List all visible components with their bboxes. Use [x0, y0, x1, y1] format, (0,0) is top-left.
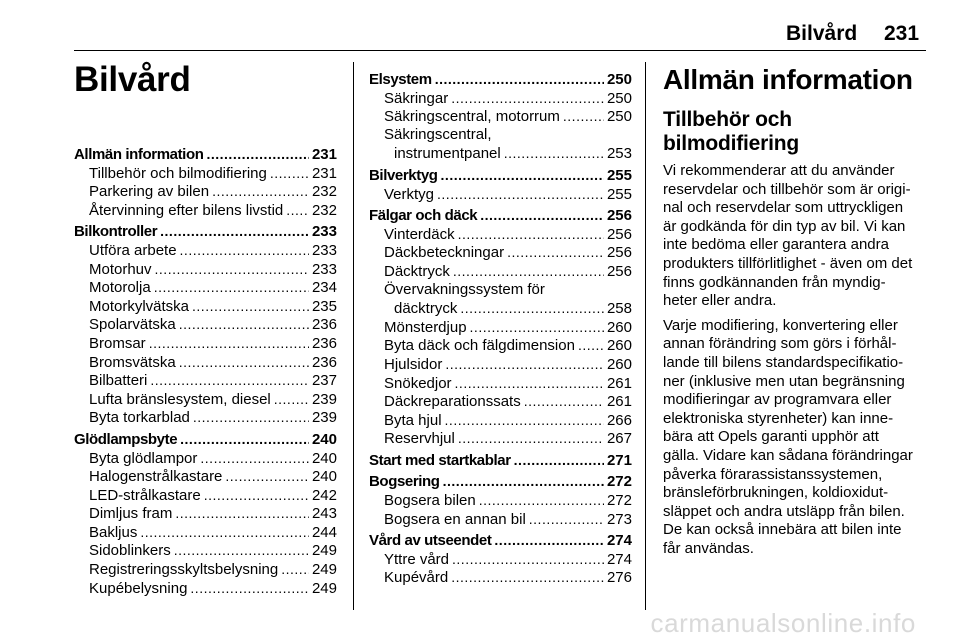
- toc-section-entry[interactable]: [369, 166, 632, 185]
- toc-leader-dots: [174, 541, 309, 561]
- toc-entry-label: Vård av utseendet: [369, 532, 492, 550]
- toc-leader-dots: [286, 201, 309, 221]
- toc-entry-label: Kupévård: [384, 569, 449, 587]
- toc-entry-label: Byta hjul: [384, 411, 442, 429]
- toc-section-entry[interactable]: [74, 430, 337, 449]
- toc-page-number: 240: [311, 449, 337, 467]
- toc-leader-dots: [154, 278, 309, 298]
- toc-leader-dots: [190, 579, 309, 599]
- toc-entry[interactable]: [74, 164, 337, 183]
- toc-entry[interactable]: [369, 429, 632, 448]
- toc-entry-label: Byta däck och fälgdimension: [384, 337, 575, 355]
- toc-leader-dots: [274, 390, 309, 410]
- toc-entry-label: Snökedjor: [384, 374, 452, 392]
- toc-entry[interactable]: [369, 550, 632, 569]
- toc-page-number: 240: [311, 430, 337, 448]
- toc-entry-label: Fälgar och däck: [369, 207, 478, 225]
- column-divider-1: [353, 62, 354, 610]
- toc-leader-dots: [458, 429, 604, 449]
- toc-entry-label: däcktryck: [394, 300, 458, 318]
- running-header-title: Bilvård: [786, 22, 858, 45]
- toc-leader-dots: [514, 451, 604, 471]
- toc-entry-label: Hjulsidor: [384, 355, 443, 373]
- toc-leader-dots: [150, 371, 309, 391]
- toc-leader-dots: [206, 145, 308, 165]
- toc-leader-dots: [445, 355, 604, 375]
- toc-entry-label: Säkringscentral,: [384, 125, 492, 143]
- toc-leader-dots: [460, 299, 604, 319]
- toc-leader-dots: [480, 206, 604, 226]
- toc-leader-dots: [452, 550, 604, 570]
- toc-entry[interactable]: [369, 243, 632, 262]
- toc-entry[interactable]: [74, 278, 337, 297]
- toc-page-number: 272: [606, 492, 632, 510]
- paragraph-line: gälla. Vidare kan sådana förändringar: [663, 446, 913, 464]
- toc-entry-label: Övervakningssystem för: [384, 280, 545, 298]
- toc-section-entry[interactable]: [369, 206, 632, 225]
- paragraph-line: bära att Opels garanti upphör att: [663, 428, 879, 446]
- toc-leader-dots: [451, 89, 604, 109]
- toc-leader-dots: [175, 504, 309, 524]
- toc-page-number: 249: [311, 561, 337, 579]
- toc-entry[interactable]: [369, 411, 632, 430]
- toc-leader-dots: [180, 430, 309, 450]
- toc-leader-dots: [270, 164, 309, 184]
- toc-entry[interactable]: [74, 260, 337, 279]
- toc-page-number: 261: [606, 374, 632, 392]
- toc-entry-label: Byta torkarblad: [89, 409, 190, 427]
- toc-entry[interactable]: [369, 568, 632, 587]
- toc-entry-label: Bilverktyg: [369, 166, 438, 184]
- paragraph-line: elektroniska styrenheter) kan inne-: [663, 409, 894, 427]
- toc-entry-label: Bakljus: [89, 523, 138, 541]
- toc-entry-label: Bogsera bilen: [384, 492, 476, 510]
- toc-entry[interactable]: [369, 185, 632, 204]
- toc-entry[interactable]: [74, 560, 337, 579]
- toc-entry[interactable]: [74, 201, 337, 220]
- toc-leader-dots: [281, 560, 309, 580]
- toc-entry[interactable]: [74, 334, 337, 353]
- toc-page-number: 255: [606, 185, 632, 203]
- toc-page-number: 258: [606, 300, 632, 318]
- toc-page-number: 273: [606, 510, 632, 528]
- toc-page-number: 250: [606, 108, 632, 126]
- toc-page-number: 250: [606, 71, 632, 88]
- toc-entry-label: Utföra arbete: [89, 241, 177, 259]
- toc-entry[interactable]: [369, 89, 632, 108]
- toc-entry[interactable]: [369, 144, 632, 163]
- toc-page-number: 253: [606, 145, 632, 163]
- toc-entry-label: Lufta bränslesystem, diesel: [89, 390, 271, 408]
- toc-page-number: 260: [606, 318, 632, 336]
- toc-column-2: [369, 70, 632, 587]
- toc-page-number: 271: [606, 451, 632, 469]
- toc-page-number: 237: [311, 372, 337, 390]
- toc-leader-dots: [453, 262, 604, 282]
- toc-page-number: 256: [606, 244, 632, 262]
- toc-leader-dots: [524, 392, 604, 412]
- toc-leader-dots: [451, 568, 604, 588]
- toc-entry-label: Allmän information: [74, 146, 204, 163]
- toc-entry-label: Säkringscentral, motorrum: [384, 108, 560, 126]
- toc-leader-dots: [149, 334, 309, 354]
- toc-leader-dots: [179, 353, 309, 373]
- toc-leader-dots: [192, 297, 309, 317]
- toc-entry-label: Glödlampsbyte: [74, 430, 178, 448]
- toc-page-number: 276: [606, 569, 632, 587]
- toc-entry-label: Vinterdäck: [384, 225, 455, 243]
- toc-entry-label: Kupébelysning: [89, 579, 188, 597]
- toc-section-entry[interactable]: [74, 222, 337, 241]
- toc-page-number: 266: [606, 411, 632, 429]
- toc-entry-label: Återvinning efter bilens livstid: [89, 201, 284, 219]
- toc-page-number: 236: [311, 316, 337, 334]
- toc-entry-label: Säkringar: [384, 89, 449, 107]
- toc-page-number: 249: [311, 579, 337, 597]
- toc-leader-dots: [494, 531, 604, 551]
- toc-leader-dots: [180, 241, 309, 261]
- toc-leader-dots: [455, 374, 604, 394]
- toc-entry[interactable]: [74, 371, 337, 390]
- toc-page-number: 232: [311, 183, 337, 201]
- toc-entry-label: Spolarvätska: [89, 316, 176, 334]
- toc-entry-label: Bromsar: [89, 334, 146, 352]
- toc-entry[interactable]: [369, 281, 632, 300]
- toc-entry[interactable]: [369, 374, 632, 393]
- toc-entry-label: Dimljus fram: [89, 505, 173, 523]
- toc-page-number: 243: [311, 505, 337, 523]
- toc-page-number: 232: [311, 201, 337, 219]
- toc-entry[interactable]: [369, 336, 632, 355]
- toc-entry-label: LED-strålkastare: [89, 486, 201, 504]
- toc-page-number: 236: [311, 334, 337, 352]
- toc-entry[interactable]: [74, 579, 337, 598]
- paragraph-line: får användas.: [663, 539, 754, 557]
- paragraph-line: bränsleförbrukningen, koldioxidut-: [663, 484, 889, 502]
- toc-entry-label: Bogsering: [369, 473, 440, 491]
- toc-page-number: 239: [311, 390, 337, 408]
- toc-leader-dots: [435, 70, 604, 90]
- paragraph-line: Vi rekommenderar att du använder: [663, 162, 895, 179]
- toc-entry[interactable]: [369, 510, 632, 529]
- toc-page-number: 233: [311, 260, 337, 278]
- toc-entry[interactable]: [369, 491, 632, 510]
- paragraph-line: ner (inklusive men utan begränsning: [663, 372, 905, 390]
- toc-page-number: 249: [311, 542, 337, 560]
- toc-entry-label: Bilbatteri: [89, 372, 148, 390]
- toc-leader-dots: [578, 336, 604, 356]
- paragraph-line: släppet och andra utsläpp från bilen.: [663, 502, 905, 520]
- toc-leader-dots: [140, 523, 309, 543]
- toc-entry-label: Bromsvätska: [89, 353, 176, 371]
- toc-entry[interactable]: [369, 107, 632, 126]
- toc-entry-label: Tillbehör och bilmodifiering: [89, 164, 267, 182]
- toc-entry[interactable]: [74, 408, 337, 427]
- toc-leader-dots: [204, 486, 309, 506]
- toc-page-number: 272: [606, 473, 632, 491]
- body-paragraph: [663, 162, 928, 311]
- toc-page-number: 235: [311, 297, 337, 315]
- paragraph-line: annan förändring som görs i förhål-: [663, 335, 897, 353]
- toc-leader-dots: [441, 166, 604, 186]
- toc-page-number: 267: [606, 430, 632, 448]
- toc-page-number: 231: [311, 146, 337, 163]
- toc-entry-label: Reservhjul: [384, 430, 455, 448]
- toc-page-number: 256: [606, 225, 632, 243]
- toc-leader-dots: [443, 472, 604, 492]
- toc-leader-dots: [160, 222, 309, 242]
- toc-leader-dots: [507, 243, 604, 263]
- section-body: [663, 162, 928, 558]
- toc-entry-label: Däckbeteckningar: [384, 244, 505, 262]
- toc-page-number: 239: [311, 409, 337, 427]
- toc-section-entry[interactable]: [369, 70, 632, 89]
- paragraph-line: modifieringar av programvara eller: [663, 391, 892, 409]
- toc-leader-dots: [225, 467, 309, 487]
- toc-leader-dots: [179, 315, 309, 335]
- toc-page-number: 256: [606, 207, 632, 225]
- toc-leader-dots: [445, 411, 604, 431]
- toc-page-number: 274: [606, 532, 632, 550]
- toc-leader-dots: [479, 491, 604, 511]
- paragraph-line: är godkända för din typ av bil. Vi kan: [663, 217, 906, 235]
- toc-entry[interactable]: [74, 315, 337, 334]
- toc-section-entry[interactable]: [369, 472, 632, 491]
- toc-entry-label: Byta glödlampor: [89, 449, 198, 467]
- paragraph-line: lande till bilens standardspecifikatio-: [663, 353, 904, 371]
- toc-page-number: 255: [606, 166, 632, 184]
- toc-entry[interactable]: [74, 504, 337, 523]
- toc-entry[interactable]: [369, 299, 632, 318]
- toc-leader-dots: [193, 408, 309, 428]
- toc-entry-label: Bilkontroller: [74, 223, 158, 241]
- toc-entry-label: Bogsera en annan bil: [384, 510, 526, 528]
- watermark: carmanualsonline.info: [650, 608, 916, 638]
- toc-page-number: 260: [606, 337, 632, 355]
- toc-entry[interactable]: [74, 241, 337, 260]
- paragraph-line: Varje modifiering, konvertering eller: [663, 316, 898, 334]
- toc-page-number: 244: [311, 523, 337, 541]
- paragraph-line: inte bedöma eller garantera andra: [663, 236, 889, 254]
- toc-page-number: 256: [606, 262, 632, 280]
- toc-entry[interactable]: [74, 486, 337, 505]
- chapter-title: Bilvård: [74, 60, 191, 99]
- body-paragraph: [663, 317, 928, 559]
- toc-entry-label: Parkering av bilen: [89, 183, 210, 201]
- toc-entry-label: Sidoblinkers: [89, 542, 171, 560]
- toc-entry[interactable]: [74, 541, 337, 560]
- toc-page-number: 240: [311, 468, 337, 486]
- paragraph-line: påverka förarassistanssystemen,: [663, 465, 883, 483]
- toc-entry[interactable]: [369, 126, 632, 145]
- paragraph-line: reservdelar och tillbehör som är origi-: [663, 180, 911, 198]
- toc-entry-label: Elsystem: [369, 71, 432, 88]
- toc-page-number: 260: [606, 355, 632, 373]
- paragraph-line: finns godkännanden från myndig-: [663, 273, 886, 291]
- toc-entry-label: Motorkylvätska: [89, 297, 190, 315]
- paragraph-line: produkters tillförlitlighet - även om det: [663, 254, 913, 272]
- paragraph-line: nal och reservdelar som uttryckligen: [663, 199, 904, 217]
- toc-column-1: [74, 145, 337, 597]
- toc-page-number: 250: [606, 89, 632, 107]
- toc-leader-dots: [437, 185, 604, 205]
- toc-leader-dots: [529, 510, 604, 530]
- header-rule: [74, 50, 926, 51]
- toc-entry[interactable]: [74, 449, 337, 468]
- toc-entry[interactable]: [369, 262, 632, 281]
- toc-entry-label: Start med startkablar: [369, 451, 511, 469]
- toc-page-number: 233: [311, 223, 337, 241]
- toc-entry-label: Däckreparationssats: [384, 393, 521, 411]
- column-divider-2: [645, 62, 646, 610]
- toc-leader-dots: [155, 260, 309, 280]
- section-column: [663, 64, 928, 558]
- running-header-page-number: 231: [884, 22, 920, 45]
- toc-entry[interactable]: [369, 392, 632, 411]
- toc-entry[interactable]: [74, 390, 337, 409]
- toc-page-number: 274: [606, 550, 632, 568]
- toc-leader-dots: [504, 144, 604, 164]
- toc-page-number: 236: [311, 353, 337, 371]
- toc-entry-label: Verktyg: [384, 185, 435, 203]
- toc-entry[interactable]: [74, 353, 337, 372]
- toc-leader-dots: [563, 107, 604, 127]
- toc-entry[interactable]: [74, 182, 337, 201]
- toc-entry-label: instrumentpanel: [394, 145, 501, 163]
- toc-leader-dots: [212, 182, 309, 202]
- paragraph-line: De kan också innebära att bilen inte: [663, 521, 902, 539]
- toc-entry[interactable]: [369, 318, 632, 337]
- toc-section-entry[interactable]: [74, 145, 337, 164]
- toc-entry-label: Mönsterdjup: [384, 318, 467, 336]
- toc-section-entry[interactable]: [369, 451, 632, 470]
- toc-page-number: 233: [311, 241, 337, 259]
- toc-leader-dots: [458, 225, 604, 245]
- toc-entry-label: Yttre vård: [384, 550, 450, 568]
- toc-entry[interactable]: [369, 225, 632, 244]
- toc-section-entry[interactable]: [369, 531, 632, 550]
- toc-entry[interactable]: [74, 523, 337, 542]
- toc-entry[interactable]: [74, 297, 337, 316]
- toc-page-number: 231: [311, 164, 337, 182]
- paragraph-line: heter eller andra.: [663, 292, 777, 310]
- toc-page-number: 234: [311, 279, 337, 297]
- section-title: Allmän information: [663, 64, 913, 95]
- toc-entry-label: Halogenstrålkastare: [89, 468, 223, 486]
- section-subtitle: Tillbehör och bilmodifiering: [663, 108, 800, 155]
- toc-page-number: 242: [311, 486, 337, 504]
- toc-entry-label: Registreringsskyltsbelysning: [89, 561, 279, 579]
- toc-entry[interactable]: [369, 355, 632, 374]
- toc-leader-dots: [200, 449, 309, 469]
- toc-entry-label: Motorhuv: [89, 260, 152, 278]
- toc-entry-label: Däcktryck: [384, 262, 450, 280]
- toc-entry-label: Motorolja: [89, 279, 151, 297]
- toc-page-number: 261: [606, 393, 632, 411]
- toc-leader-dots: [470, 318, 604, 338]
- toc-entry[interactable]: [74, 467, 337, 486]
